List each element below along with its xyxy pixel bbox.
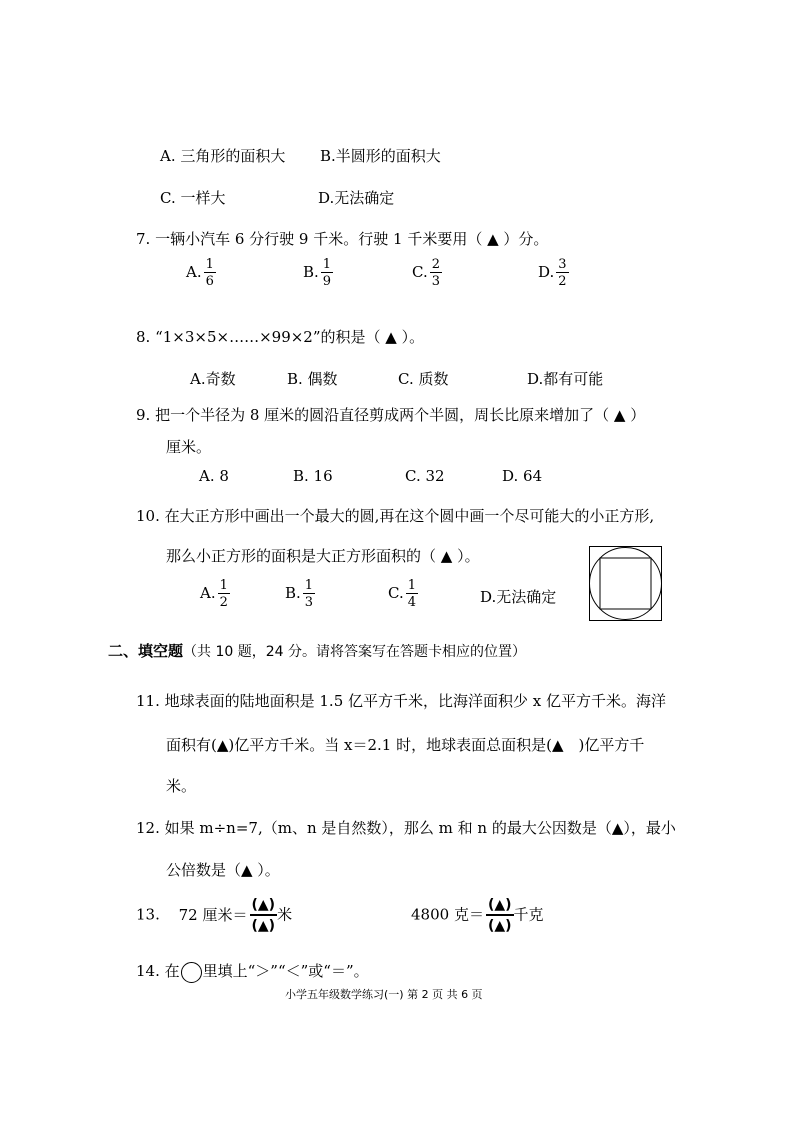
q10-option-c: C. $\frac{1}{4}$ <box>388 578 416 610</box>
q8-option-a: A.奇数 <box>190 370 236 388</box>
fraction: $\frac{2}{3}$ <box>431 257 440 289</box>
q9-option-c: C. 32 <box>405 467 445 485</box>
q10-option-b: B. $\frac{1}{3}$ <box>285 578 314 610</box>
q13-right-value: 4800 克＝ <box>411 905 484 924</box>
fraction: $\frac{1}{2}$ <box>219 578 228 610</box>
q10-stem-line-1: 10. 在大正方形中画出一个最大的圆,再在这个圆中画一个尽可能大的小正方形, <box>136 507 655 525</box>
fraction: $\frac{1}{3}$ <box>304 578 314 610</box>
q10-option-a: A. $\frac{1}{2}$ <box>200 578 228 610</box>
q8-option-b: B. 偶数 <box>287 370 338 388</box>
q12-line-1: 12. 如果 m÷n=7,（m、n 是自然数），那么 m 和 n 的最大公因数是（▲），最小 <box>136 819 676 837</box>
q8-option-d: D.都有可能 <box>527 370 604 388</box>
q13-right <box>411 898 544 933</box>
section-2-note: （共 10 题，24 分。请将答案写在答题卡相应的位置） <box>183 644 526 660</box>
fraction: $\frac{1}{9}$ <box>322 257 332 289</box>
q7-stem: 7. 一辆小汽车 6 分行驶 9 千米。行驶 1 千米要用（ ▲ ）分。 <box>136 230 549 248</box>
q12-line-2: 公倍数是（▲ ）。 <box>166 861 280 879</box>
q13-right-unit: 千克 <box>513 905 544 924</box>
q6-option-d: D.无法确定 <box>318 189 395 207</box>
q8-stem: 8. “1×3×5×……×99×2”的积是（ ▲ ）。 <box>136 328 425 346</box>
q11-line-1: 11. 地球表面的陆地面积是 1.5 亿平方千米，比海洋面积少 x 亿平方千米。海洋 <box>136 692 667 710</box>
q14-stem: 14. 在 里填上“＞”“＜”或“＝”。 <box>136 960 369 983</box>
q8-option-c: C. 质数 <box>398 370 449 388</box>
page-footer: 小学五年级数学练习(一) 第 2 页 共 6 页 <box>285 988 483 1001</box>
q10-option-d: D.无法确定 <box>480 588 557 606</box>
q7-option-c: C. $\frac{2}{3}$ <box>412 257 440 289</box>
q13-left-value: 72 厘米＝ <box>178 905 248 924</box>
fraction: $\frac{1}{4}$ <box>407 578 416 610</box>
fraction-blank: $\frac{(▲)}{(▲)}$ <box>251 897 276 934</box>
q7-option-b: B. $\frac{1}{9}$ <box>303 257 332 289</box>
fraction-blank: $\frac{(▲)}{(▲)}$ <box>487 897 512 934</box>
q11-line-3: 米。 <box>166 777 197 795</box>
q9-option-d: D. 64 <box>502 467 543 485</box>
q13-left <box>136 898 292 933</box>
q6-option-b: B.半圆形的面积大 <box>320 147 441 165</box>
q6-option-c: C. 一样大 <box>160 189 226 207</box>
section-2-title: 二、填空题 <box>108 642 184 660</box>
q9-stem-line-1: 9. 把一个半径为 8 厘米的圆沿直径剪成两个半圆，周长比原来增加了（ ▲ ） <box>136 406 646 424</box>
q7-option-d: D. $\frac{3}{2}$ <box>538 257 567 289</box>
circle-blank-icon <box>181 962 202 983</box>
q11-line-2: 面积有(▲)亿平方千米。当 x＝2.1 时，地球表面总面积是(▲ )亿平方千 <box>166 736 645 754</box>
section-2-heading <box>108 640 526 661</box>
q13-left-unit: 米 <box>277 905 293 924</box>
fraction: $\frac{3}{2}$ <box>558 257 567 289</box>
q6-option-a: A. 三角形的面积大 <box>160 147 286 165</box>
square-circle-figure <box>589 546 663 622</box>
q9-option-a: A. 8 <box>199 467 229 485</box>
q7-option-a: A. $\frac{1}{6}$ <box>186 257 214 289</box>
fraction: $\frac{1}{6}$ <box>205 257 214 289</box>
q9-stem-line-2: 厘米。 <box>166 438 212 456</box>
q9-option-b: B. 16 <box>293 467 333 485</box>
q10-stem-line-2: 那么小正方形的面积是大正方形面积的（ ▲ ）。 <box>166 547 480 565</box>
q13-number: 13. <box>136 905 160 924</box>
